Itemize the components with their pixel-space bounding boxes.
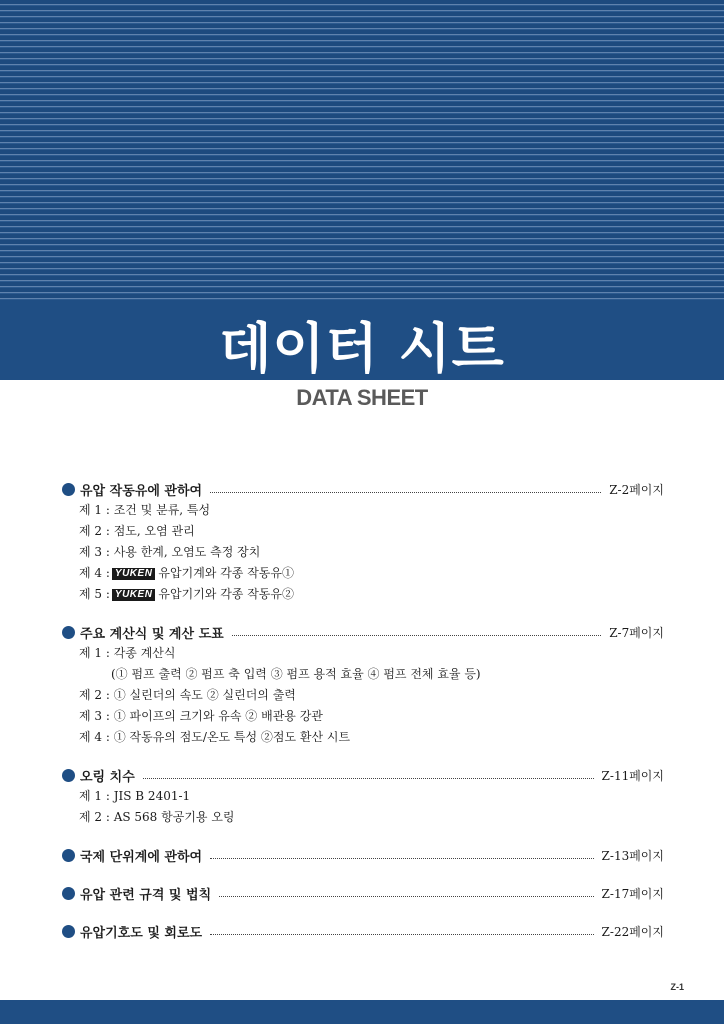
toc-item-label: 제 1 : 각종 계산식 bbox=[79, 646, 176, 660]
bullet-circle-icon bbox=[62, 626, 75, 639]
bullet-circle-icon bbox=[62, 769, 75, 782]
toc-item-label: 제 2 : AS 568 항공기용 오링 bbox=[79, 810, 235, 824]
toc-section-heading[interactable] bbox=[62, 478, 664, 500]
toc-item-prefix: 제 4 : bbox=[79, 566, 110, 580]
toc-item-label: 유압기계와 각종 작동유① bbox=[158, 566, 294, 580]
toc-item bbox=[79, 563, 664, 584]
toc-item-label: 제 1 : 조건 및 분류, 특성 bbox=[79, 503, 211, 517]
toc-item bbox=[79, 643, 664, 664]
toc-item bbox=[79, 664, 664, 685]
dot-leader bbox=[219, 896, 593, 897]
toc-item-label: 제 2 : ① 실린더의 속도 ② 실린더의 출력 bbox=[79, 688, 296, 702]
toc-section-title: 오링 치수 bbox=[80, 769, 135, 785]
toc-item-prefix: 제 5 : bbox=[79, 587, 110, 601]
bullet-circle-icon bbox=[62, 849, 75, 862]
dot-leader bbox=[210, 492, 601, 493]
toc-section bbox=[62, 844, 664, 866]
toc-section bbox=[62, 920, 664, 942]
toc-section-heading[interactable] bbox=[62, 621, 664, 643]
toc-section-title: 유압 관련 규격 및 법칙 bbox=[80, 887, 212, 903]
toc-item-label: 제 1 : JIS B 2401-1 bbox=[79, 789, 191, 803]
toc-section bbox=[62, 882, 664, 904]
toc-section-heading[interactable] bbox=[62, 844, 664, 866]
toc-section-title: 유압기호도 및 회로도 bbox=[80, 925, 203, 941]
toc-section-heading[interactable] bbox=[62, 920, 664, 942]
toc-page-reference: Z-7페이지 bbox=[609, 625, 664, 640]
toc-page-reference: Z-13페이지 bbox=[601, 848, 664, 863]
toc-item bbox=[79, 542, 664, 563]
toc-section-heading[interactable] bbox=[62, 882, 664, 904]
toc-item-label: 제 3 : 사용 한계, 오염도 측정 장치 bbox=[79, 545, 261, 559]
page-subtitle: DATA SHEET bbox=[296, 385, 428, 410]
dot-leader bbox=[210, 858, 593, 859]
page-title: 데이터 시트 bbox=[219, 317, 505, 380]
toc-page-reference: Z-11페이지 bbox=[601, 768, 664, 783]
bullet-circle-icon bbox=[62, 925, 75, 938]
toc-item-list bbox=[62, 786, 664, 828]
toc-item bbox=[79, 786, 664, 807]
toc-item-label: 제 4 : ① 작동유의 점도/온도 특성 ②점도 환산 시트 bbox=[79, 730, 351, 744]
toc-item bbox=[79, 500, 664, 521]
toc-item-label: 제 3 : ① 파이프의 크기와 유속 ② 배관용 강관 bbox=[79, 709, 323, 723]
toc-section bbox=[62, 621, 664, 748]
toc-item bbox=[79, 706, 664, 727]
toc-item-label: 제 2 : 점도, 오염 관리 bbox=[79, 524, 195, 538]
yuken-logo: YUKEN bbox=[112, 568, 156, 580]
yuken-logo: YUKEN bbox=[112, 589, 156, 601]
table-of-contents bbox=[62, 478, 664, 958]
toc-section bbox=[62, 764, 664, 828]
toc-page-reference: Z-2페이지 bbox=[609, 482, 664, 497]
page-number: Z-1 bbox=[670, 982, 684, 992]
bullet-circle-icon bbox=[62, 887, 75, 900]
toc-section bbox=[62, 478, 664, 605]
toc-item bbox=[79, 685, 664, 706]
toc-section-title: 국제 단위계에 관하여 bbox=[80, 849, 203, 865]
toc-section-heading[interactable] bbox=[62, 764, 664, 786]
toc-item bbox=[79, 727, 664, 748]
toc-page-reference: Z-17페이지 bbox=[601, 886, 664, 901]
toc-section-title: 유압 작동유에 관하여 bbox=[80, 483, 203, 499]
toc-item bbox=[79, 521, 664, 542]
dot-leader bbox=[232, 635, 602, 636]
footer-bar bbox=[0, 1000, 724, 1024]
toc-section-title: 주요 계산식 및 계산 도표 bbox=[80, 626, 224, 642]
dot-leader bbox=[210, 934, 593, 935]
toc-item bbox=[79, 807, 664, 828]
toc-item-list bbox=[62, 643, 664, 748]
toc-item-label: (① 펌프 출력 ② 펌프 축 입력 ③ 펌프 용적 효율 ④ 펌프 전체 효율 등) bbox=[111, 667, 481, 681]
toc-item-label: 유압기기와 각종 작동유② bbox=[158, 587, 294, 601]
toc-item-list bbox=[62, 500, 664, 605]
toc-page-reference: Z-22페이지 bbox=[601, 924, 664, 939]
dot-leader bbox=[143, 778, 594, 779]
toc-item bbox=[79, 584, 664, 605]
bullet-circle-icon bbox=[62, 483, 75, 496]
